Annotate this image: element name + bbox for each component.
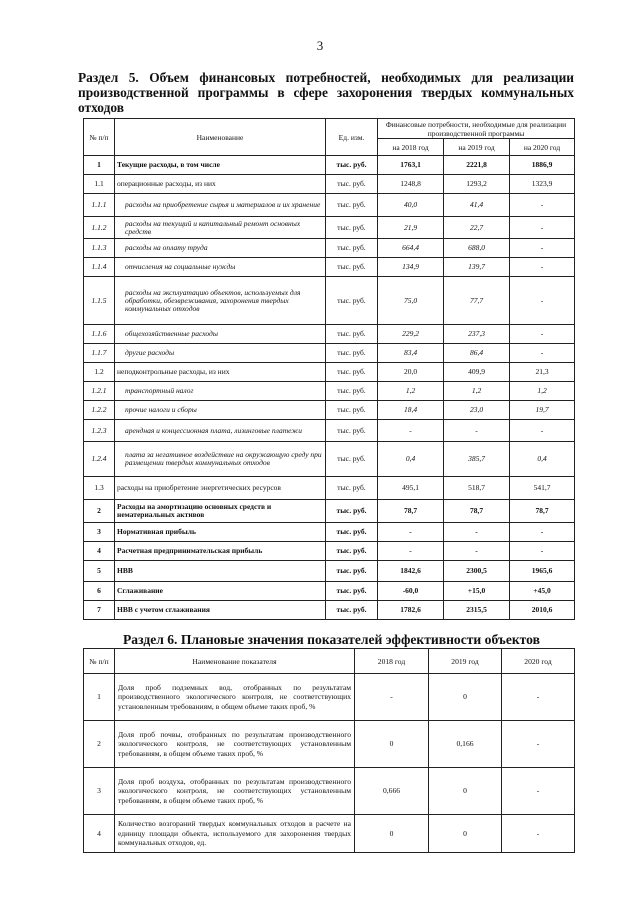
- row-name: операционные расходы, из них: [115, 175, 326, 194]
- table-row: [84, 477, 575, 500]
- value-2020: -: [510, 258, 575, 277]
- row-number: 1: [84, 674, 115, 721]
- col-num-header: № п/п: [84, 119, 115, 156]
- row-number: 1.1.1: [84, 194, 115, 217]
- col-2020-header: 2020 год: [502, 649, 575, 674]
- table-row: [84, 815, 575, 853]
- row-number: 2: [84, 721, 115, 768]
- indicator-name: Доля проб подземных вод, отобранных по результатам производственного экологического контроля, не соответствующих установленным требованиям, в общем объеме таких проб, %: [115, 674, 355, 721]
- row-unit: тыс. руб.: [326, 542, 378, 561]
- value-2019: 41,4: [444, 194, 510, 217]
- value-2019: 409,9: [444, 363, 510, 382]
- value-2020: -: [510, 344, 575, 363]
- row-number: 1.1.2: [84, 217, 115, 239]
- table-row: [84, 420, 575, 442]
- value-2019: 86,4: [444, 344, 510, 363]
- value-2019: 23,0: [444, 401, 510, 420]
- value-2020: -: [510, 542, 575, 561]
- value-2020: -: [502, 721, 575, 768]
- value-2018: 1248,8: [378, 175, 444, 194]
- value-2018: 20,0: [378, 363, 444, 382]
- row-name: другие расходы: [115, 344, 326, 363]
- row-unit: тыс. руб.: [326, 601, 378, 620]
- value-2018: -: [378, 420, 444, 442]
- row-number: 4: [84, 542, 115, 561]
- row-unit: тыс. руб.: [326, 344, 378, 363]
- value-2019: 77,7: [444, 277, 510, 325]
- row-name: плата за негативное воздействие на окружающую среду при размещении твердых коммунальных отходов: [115, 442, 326, 477]
- value-2020: 19,7: [510, 401, 575, 420]
- value-2018: 40,0: [378, 194, 444, 217]
- table-row: [84, 500, 575, 523]
- value-2020: -: [510, 217, 575, 239]
- section5-table: [83, 118, 575, 620]
- row-unit: тыс. руб.: [326, 500, 378, 523]
- value-2019: 0: [429, 768, 502, 815]
- row-number: 6: [84, 582, 115, 601]
- row-unit: тыс. руб.: [326, 325, 378, 344]
- col-2019-header: на 2019 год: [444, 139, 510, 156]
- value-2019: 139,7: [444, 258, 510, 277]
- row-unit: тыс. руб.: [326, 382, 378, 401]
- value-2018: 1,2: [378, 382, 444, 401]
- value-2020: +45,0: [510, 582, 575, 601]
- section5-table-body: [84, 156, 575, 620]
- value-2020: 541,7: [510, 477, 575, 500]
- table-row: [84, 194, 575, 217]
- value-2019: 22,7: [444, 217, 510, 239]
- value-2018: 0: [355, 721, 429, 768]
- value-2018: -: [378, 542, 444, 561]
- value-2019: 385,7: [444, 442, 510, 477]
- table-row: [84, 175, 575, 194]
- value-2020: -: [510, 325, 575, 344]
- row-name: расходы на эксплуатацию объектов, используемых для обработки, обезвреживания, захоронения твердых коммунальных отходов: [115, 277, 326, 325]
- value-2018: 0: [355, 815, 429, 853]
- row-unit: тыс. руб.: [326, 363, 378, 382]
- row-name: транспортный налог: [115, 382, 326, 401]
- row-number: 1.1.3: [84, 239, 115, 258]
- value-2018: -: [378, 523, 444, 542]
- indicator-name: Доля проб почвы, отобранных по результатам производственного экологического контроля, не соответствующих установленным требованиям, в общем объеме таких проб, %: [115, 721, 355, 768]
- row-number: 1.2.3: [84, 420, 115, 442]
- value-2020: -: [510, 420, 575, 442]
- value-2018: 1763,1: [378, 156, 444, 175]
- value-2018: 83,4: [378, 344, 444, 363]
- value-2020: 21,3: [510, 363, 575, 382]
- row-unit: тыс. руб.: [326, 582, 378, 601]
- col-2018-header: 2018 год: [355, 649, 429, 674]
- row-name: Текущие расходы, в том числе: [115, 156, 326, 175]
- value-2020: -: [502, 815, 575, 853]
- table-row: [84, 674, 575, 721]
- value-2018: 495,1: [378, 477, 444, 500]
- row-unit: тыс. руб.: [326, 523, 378, 542]
- value-2020: 1,2: [510, 382, 575, 401]
- value-2020: 1886,9: [510, 156, 575, 175]
- row-number: 4: [84, 815, 115, 853]
- row-name: Расчетная предпринимательская прибыль: [115, 542, 326, 561]
- value-2019: 0: [429, 815, 502, 853]
- row-name: расходы на приобретение энергетических ресурсов: [115, 477, 326, 500]
- table-row: [84, 382, 575, 401]
- row-unit: тыс. руб.: [326, 258, 378, 277]
- value-2020: -: [510, 277, 575, 325]
- value-2018: 134,9: [378, 258, 444, 277]
- value-2018: 21,9: [378, 217, 444, 239]
- value-2020: -: [502, 768, 575, 815]
- value-2018: 78,7: [378, 500, 444, 523]
- row-name: расходы на приобретение сырья и материалов и их хранение: [115, 194, 326, 217]
- row-number: 5: [84, 561, 115, 582]
- value-2020: 1965,6: [510, 561, 575, 582]
- col-group-header: Финансовые потребности, необходимые для реализации производственной программы: [378, 119, 575, 139]
- col-2020-header: на 2020 год: [510, 139, 575, 156]
- value-2020: 2010,6: [510, 601, 575, 620]
- table-row: [84, 442, 575, 477]
- row-unit: тыс. руб.: [326, 156, 378, 175]
- row-number: 3: [84, 523, 115, 542]
- value-2020: -: [510, 194, 575, 217]
- row-name: отчисления на социальные нужды: [115, 258, 326, 277]
- row-number: 1: [84, 156, 115, 175]
- value-2020: 1323,9: [510, 175, 575, 194]
- value-2020: -: [510, 239, 575, 258]
- page-number: 3: [316, 38, 324, 53]
- row-name: Расходы на амортизацию основных средств и нематериальных активов: [115, 500, 326, 523]
- value-2019: +15,0: [444, 582, 510, 601]
- row-number: 1.1.5: [84, 277, 115, 325]
- table-row: [84, 401, 575, 420]
- value-2018: -: [355, 674, 429, 721]
- value-2018: 0,666: [355, 768, 429, 815]
- row-number: 2: [84, 500, 115, 523]
- value-2019: 1,2: [444, 382, 510, 401]
- value-2018: 229,2: [378, 325, 444, 344]
- col-unit-header: Ед. изм.: [326, 119, 378, 156]
- value-2019: 237,3: [444, 325, 510, 344]
- row-unit: тыс. руб.: [326, 175, 378, 194]
- table-row: [84, 217, 575, 239]
- section5-title: Раздел 5. Объем финансовых потребностей, необходимых для реализации производственной программы в сфере захоронения твердых коммунальных отходов: [78, 70, 574, 115]
- row-name: неподконтрольные расходы, из них: [115, 363, 326, 382]
- row-name: НВВ с учетом сглаживания: [115, 601, 326, 620]
- table-row: [84, 325, 575, 344]
- value-2018: 18,4: [378, 401, 444, 420]
- table-row: [84, 542, 575, 561]
- row-number: 1.2.4: [84, 442, 115, 477]
- value-2019: 2221,8: [444, 156, 510, 175]
- section6-title: Раздел 6. Плановые значения показателей эффективности объектов: [123, 632, 540, 647]
- row-name: общехозяйственные расходы: [115, 325, 326, 344]
- value-2018: 1842,6: [378, 561, 444, 582]
- row-unit: тыс. руб.: [326, 442, 378, 477]
- row-unit: тыс. руб.: [326, 217, 378, 239]
- value-2020: 78,7: [510, 500, 575, 523]
- value-2018: -60,0: [378, 582, 444, 601]
- value-2020: -: [510, 523, 575, 542]
- table-row: [84, 363, 575, 382]
- table-row: [84, 277, 575, 325]
- value-2019: 518,7: [444, 477, 510, 500]
- row-unit: тыс. руб.: [326, 194, 378, 217]
- value-2019: 0,166: [429, 721, 502, 768]
- table-row: [84, 768, 575, 815]
- indicator-name: Доля проб воздуха, отобранных по результатам производственного экологического контроля, не соответствующих установленным требованиям, в общем объеме таких проб, %: [115, 768, 355, 815]
- value-2018: 75,0: [378, 277, 444, 325]
- section6-table-body: [84, 674, 575, 853]
- value-2020: -: [502, 674, 575, 721]
- table-row: [84, 561, 575, 582]
- row-name: НВВ: [115, 561, 326, 582]
- row-number: 1.3: [84, 477, 115, 500]
- value-2019: 78,7: [444, 500, 510, 523]
- table-row: [84, 582, 575, 601]
- row-unit: тыс. руб.: [326, 277, 378, 325]
- row-number: 3: [84, 768, 115, 815]
- value-2019: -: [444, 523, 510, 542]
- col-name-header: Наименование: [115, 119, 326, 156]
- table-row: [84, 523, 575, 542]
- value-2020: 0,4: [510, 442, 575, 477]
- table-row: [84, 156, 575, 175]
- value-2018: 1782,6: [378, 601, 444, 620]
- value-2018: 664,4: [378, 239, 444, 258]
- row-name: прочие налоги и сборы: [115, 401, 326, 420]
- row-number: 1.2.1: [84, 382, 115, 401]
- row-name: расходы на оплату труда: [115, 239, 326, 258]
- value-2018: 0,4: [378, 442, 444, 477]
- row-name: Нормативная прибыль: [115, 523, 326, 542]
- row-number: 1.1: [84, 175, 115, 194]
- table-row: [84, 601, 575, 620]
- table-row: [84, 239, 575, 258]
- col-2019-header: 2019 год: [429, 649, 502, 674]
- value-2019: -: [444, 420, 510, 442]
- row-unit: тыс. руб.: [326, 561, 378, 582]
- row-number: 1.1.4: [84, 258, 115, 277]
- col-2018-header: на 2018 год: [378, 139, 444, 156]
- row-number: 7: [84, 601, 115, 620]
- row-name: арендная и концессионная плата, лизинговые платежи: [115, 420, 326, 442]
- table-row: [84, 344, 575, 363]
- row-number: 1.2: [84, 363, 115, 382]
- row-name: расходы на текущий и капитальный ремонт основных средств: [115, 217, 326, 239]
- col-num-header: № п/п: [84, 649, 115, 674]
- row-number: 1.1.6: [84, 325, 115, 344]
- row-name: Сглаживание: [115, 582, 326, 601]
- row-unit: тыс. руб.: [326, 401, 378, 420]
- value-2019: 0: [429, 674, 502, 721]
- value-2019: -: [444, 542, 510, 561]
- value-2019: 688,0: [444, 239, 510, 258]
- value-2019: 2315,5: [444, 601, 510, 620]
- row-number: 1.1.7: [84, 344, 115, 363]
- table-row: [84, 721, 575, 768]
- indicator-name: Количество возгораний твердых коммунальных отходов в расчете на единицу площади объекта, используемого для захоронения твердых коммунальных отходов, ед.: [115, 815, 355, 853]
- row-number: 1.2.2: [84, 401, 115, 420]
- section6-table: [83, 648, 575, 853]
- row-unit: тыс. руб.: [326, 477, 378, 500]
- row-unit: тыс. руб.: [326, 420, 378, 442]
- col-indicator-header: Наименование показателя: [115, 649, 355, 674]
- value-2019: 2300,5: [444, 561, 510, 582]
- table-row: [84, 258, 575, 277]
- row-unit: тыс. руб.: [326, 239, 378, 258]
- value-2019: 1293,2: [444, 175, 510, 194]
